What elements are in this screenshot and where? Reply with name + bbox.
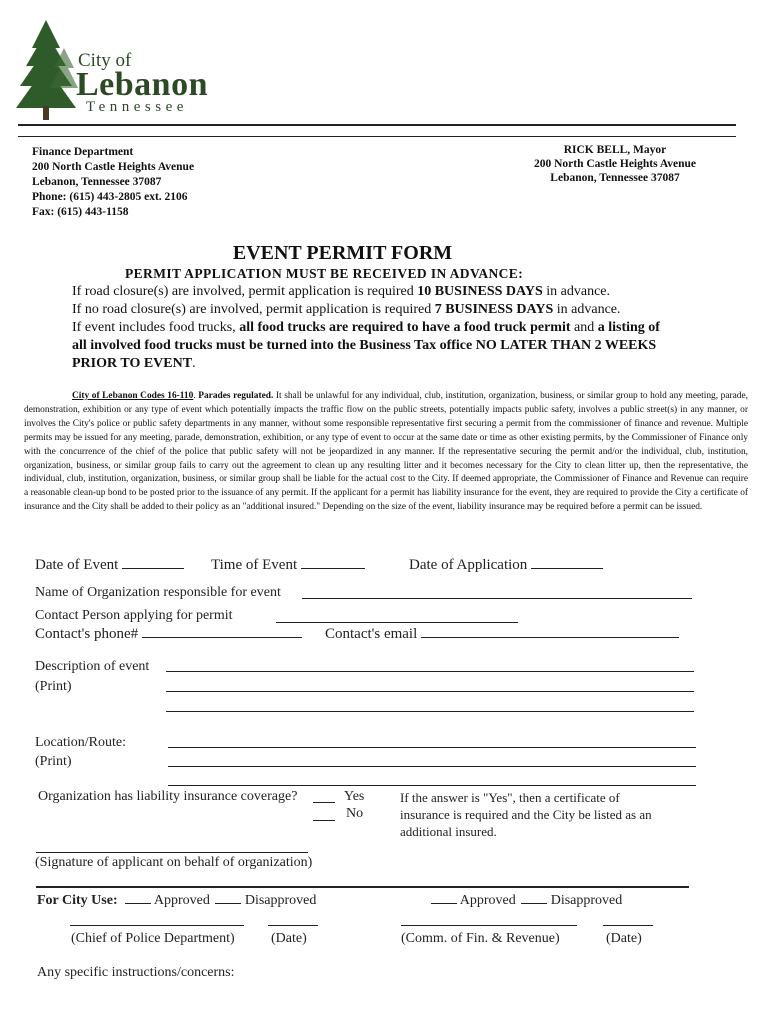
approved-blank-left[interactable] bbox=[125, 891, 151, 904]
mayor-line: 200 North Castle Heights Avenue bbox=[533, 158, 697, 170]
city-use-rule bbox=[36, 886, 689, 888]
contact-person-line[interactable] bbox=[276, 622, 518, 623]
contact-person-label: Contact Person applying for permit bbox=[35, 608, 233, 623]
instructions-label: Any specific instructions/concerns: bbox=[37, 965, 235, 980]
org-name-line[interactable] bbox=[302, 598, 692, 599]
city-use-row-right bbox=[431, 891, 622, 909]
insurance-yes-label: Yes bbox=[344, 789, 365, 804]
no-road-closure-line bbox=[72, 301, 672, 319]
location-line-3[interactable] bbox=[168, 785, 696, 786]
finance-dept-address bbox=[32, 145, 194, 220]
notice-bold: all food trucks are required to have a food truck permit bbox=[239, 320, 571, 335]
date-of-event-field bbox=[35, 556, 184, 574]
approved-label-left: Approved bbox=[153, 893, 210, 908]
code-body: It shall be unlawful for any individual, club, institution, organization, business, or similar group to hold any meeting, parade, demonstration, exhibition or any type of event which potentially impacts the traffic flow on the public streets, potentially impacts public safety, involves a public street(s) in any manner, or involves the City's police or public safety departments in any manner, without some responsible representative first securing a permit from the commissioner of finance and revenue. Multiple permits may be issued for any meeting, parade, demonstration, exhibition, or any type of event to occur at the same date or time as other existing permits, by the Commissioner of Finance only with the concurrence of the chief of the police that public safety will not be jeopardized in any manner. If the representative securing the permit and/or the individual, club, institution, organization, business, or similar group fails to carry out the agreement to clean up any resulting litter and it becomes necessary for the City to clean litter up, then the representative, the individual, club, institution, organization, business, or similar group shall be liable for the actual cost to the City. If deemed appropriate, the Commissioner of Finance and Revenue can require a reasonable clean-up bond to be posted prior to the issuance of any permit. If the applicant for a permit has liability insurance for the event, they are required to provide the City a certificate of insurance and the City shall be added to their policy as an "additional insured." Depending on the size of the event, liability insurance may be required before a permit can be issued. bbox=[24, 391, 748, 513]
insurance-note: If the answer is "Yes", then a certificate of insurance is required and the City be listed as an additional insured. bbox=[400, 790, 652, 839]
notice-bold: 7 BUSINESS DAYS bbox=[434, 302, 554, 317]
code-sep: . bbox=[193, 391, 199, 401]
notice-text: If no road closure(s) are involved, permit application is required bbox=[72, 302, 435, 317]
insurance-no-blank[interactable] bbox=[313, 820, 335, 821]
dept-line: Fax: (615) 443-1158 bbox=[32, 206, 129, 218]
date-of-event-label: Date of Event bbox=[35, 557, 119, 573]
logo-lebanon-text: Lebanon bbox=[76, 66, 208, 103]
location-line-1[interactable] bbox=[168, 747, 696, 748]
signature-line[interactable] bbox=[36, 852, 308, 853]
notice-text: in advance. bbox=[553, 302, 621, 317]
contact-email-label: Contact's email bbox=[325, 626, 418, 642]
org-name-label: Name of Organization responsible for event bbox=[35, 585, 281, 600]
time-of-event-label: Time of Event bbox=[211, 557, 298, 573]
location-line-2[interactable] bbox=[168, 766, 696, 767]
comm-fin-sign-line[interactable] bbox=[401, 925, 577, 926]
time-of-event-field bbox=[211, 556, 365, 574]
notice-text: . bbox=[192, 356, 196, 371]
contact-email-field bbox=[325, 625, 679, 643]
form-subtitle: PERMIT APPLICATION MUST BE RECEIVED IN ADVANCE: bbox=[125, 266, 524, 281]
notice-bold: a listing of all involved food trucks must be turned into the Business Tax office NO LATER THAN 2 WEEKS PRIOR TO EVENT bbox=[72, 320, 660, 371]
description-label: Description of event bbox=[35, 659, 150, 674]
description-line-2[interactable] bbox=[166, 691, 694, 692]
mayor-address bbox=[520, 143, 710, 185]
insurance-yes-blank[interactable] bbox=[313, 802, 335, 803]
contact-email-blank[interactable] bbox=[421, 625, 679, 638]
food-truck-line bbox=[72, 319, 672, 373]
date-of-event-blank[interactable] bbox=[122, 556, 184, 569]
description-print-label: (Print) bbox=[35, 679, 72, 694]
code-heading: Parades regulated. bbox=[198, 391, 274, 401]
dept-line: 200 North Castle Heights Avenue bbox=[32, 161, 195, 173]
insurance-question: Organization has liability insurance coverage? bbox=[38, 789, 298, 804]
comm-fin-date-line[interactable] bbox=[603, 925, 653, 926]
form-title: EVENT PERMIT FORM bbox=[232, 242, 453, 264]
comm-fin-date-label: (Date) bbox=[606, 931, 642, 946]
mayor-line: RICK BELL, Mayor bbox=[563, 144, 667, 156]
advance-notice bbox=[72, 283, 672, 373]
disapproved-label-right: Disapproved bbox=[550, 893, 623, 908]
header-rule-top bbox=[18, 124, 736, 126]
signature-label: (Signature of applicant on behalf of organization) bbox=[35, 855, 313, 870]
dept-line: Lebanon, Tennessee 37087 bbox=[32, 176, 162, 188]
header-rule-bottom bbox=[18, 136, 736, 137]
insurance-no-label: No bbox=[346, 806, 364, 821]
dept-line: Phone: (615) 443-2805 ext. 2106 bbox=[32, 191, 188, 203]
comm-fin-label: (Comm. of Fin. & Revenue) bbox=[401, 931, 560, 946]
city-code-paragraph bbox=[24, 390, 748, 515]
dept-line: Finance Department bbox=[32, 146, 134, 158]
road-closure-line bbox=[72, 283, 672, 301]
mayor-line: Lebanon, Tennessee 37087 bbox=[550, 172, 680, 184]
notice-text: and bbox=[570, 320, 595, 335]
code-reference: City of Lebanon Codes 16-110 bbox=[72, 391, 194, 401]
contact-phone-field bbox=[35, 625, 302, 643]
location-print-label: (Print) bbox=[35, 754, 72, 769]
for-city-use-label: For City Use: bbox=[37, 893, 118, 908]
notice-text: in advance. bbox=[542, 284, 611, 299]
description-line-1[interactable] bbox=[166, 671, 694, 672]
approved-blank-right[interactable] bbox=[431, 891, 457, 904]
chief-police-label: (Chief of Police Department) bbox=[71, 931, 235, 946]
date-of-application-field bbox=[409, 556, 603, 574]
date-of-application-blank[interactable] bbox=[531, 556, 603, 569]
tree-logo-icon bbox=[16, 18, 78, 122]
logo-state-text: Tennessee bbox=[86, 99, 188, 115]
notice-text: If road closure(s) are involved, permit application is required bbox=[72, 284, 418, 299]
description-line-3[interactable] bbox=[166, 711, 694, 712]
disapproved-blank-right[interactable] bbox=[521, 891, 547, 904]
location-label: Location/Route: bbox=[35, 735, 126, 750]
date-of-application-label: Date of Application bbox=[409, 557, 528, 573]
contact-phone-label: Contact's phone# bbox=[35, 626, 139, 642]
chief-police-date-line[interactable] bbox=[268, 925, 318, 926]
chief-police-sign-line[interactable] bbox=[70, 925, 244, 926]
approved-label-right: Approved bbox=[459, 893, 516, 908]
contact-phone-blank[interactable] bbox=[142, 625, 302, 638]
disapproved-label-left: Disapproved bbox=[244, 893, 317, 908]
notice-text: If event includes food trucks, bbox=[72, 320, 240, 335]
logo-city-text: City of bbox=[78, 50, 132, 71]
city-use-row-left bbox=[37, 891, 316, 909]
chief-police-date-label: (Date) bbox=[271, 931, 307, 946]
notice-bold: 10 BUSINESS DAYS bbox=[417, 284, 543, 299]
time-of-event-blank[interactable] bbox=[301, 556, 365, 569]
disapproved-blank-left[interactable] bbox=[215, 891, 241, 904]
